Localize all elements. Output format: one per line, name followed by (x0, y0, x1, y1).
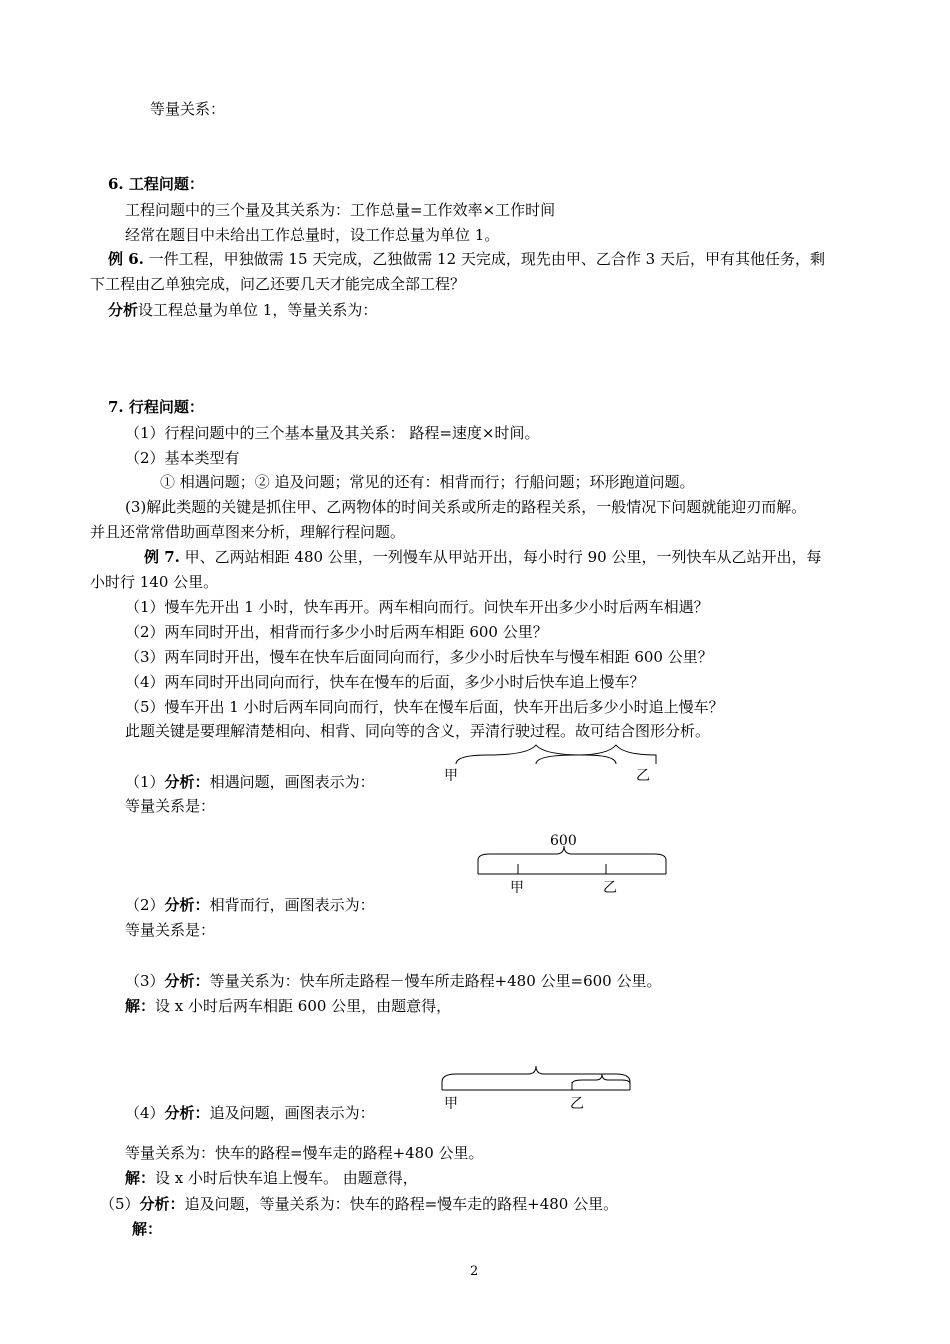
key-note: 此题关键是要理解清楚相向、相背、同向等的含义，弄清行驶过程。故可结合图形分析。 (125, 722, 711, 740)
answer5-label: 分析： (139, 1195, 185, 1213)
question-3: （3）两车同时开出，慢车在快车后面同向而行，多少小时后快车与慢车相距 600 公里？ (125, 648, 713, 666)
analysis6-text: 设工程总量为单位 1，等量关系为： (138, 301, 378, 319)
answer1-label: 分析： (164, 773, 210, 791)
example6-text1: 一件工程，甲独做需 15 天完成，乙独做需 12 天完成，现先由甲、乙合作 3 天后，甲有其他任务，剩 (143, 250, 825, 268)
answer2-prefix: （2） (125, 896, 165, 914)
answer4-line (125, 1103, 375, 1123)
answer5-text: 追及问题，等量关系为：快车的路程=慢车走的路程+480 公里。 (184, 1195, 619, 1213)
diagram-meeting (440, 740, 670, 790)
answer1-text: 相遇问题，画图表示为： (209, 773, 375, 791)
question-4: （4）两车同时开出同向而行，快车在慢车的后面，多少小时后快车追上慢车？ (125, 673, 645, 691)
answer2-line (125, 895, 375, 915)
example7-line2: 小时行 140 公里。 (90, 573, 219, 591)
answer4-solution-text: 设 x 小时后快车追上慢车。 由题意得， (155, 1169, 418, 1187)
answer3-prefix: （3） (125, 972, 165, 990)
answer4-text: 追及问题，画图表示为： (209, 1104, 375, 1122)
answer4-solution-label: 解： (125, 1169, 156, 1187)
example6-line2: 下工程由乙单独完成，问乙还要几天才能完成全部工程？ (90, 275, 466, 293)
section7-line3: ① 相遇问题；② 追及问题；常见的还有：相背而行；行船问题；环形跑道问题。 (160, 473, 695, 491)
answer1-equation: 等量关系是： (125, 797, 216, 815)
answer3-solution (125, 996, 451, 1016)
section6-line1: 工程问题中的三个量及其关系为：工作总量=工作效率×工作时间 (125, 201, 556, 219)
answer1-prefix: （1） (125, 773, 165, 791)
answer4-solution (125, 1168, 418, 1188)
answer4-label: 分析： (164, 1104, 210, 1122)
diagram2-total-label: 600 (550, 833, 577, 849)
diagram1-left-label: 甲 (444, 768, 458, 784)
section7-heading: 7. 行程问题： (108, 398, 204, 416)
example7-label: 例 7. (144, 548, 180, 566)
example7-text1: 甲、乙两站相距 480 公里，一列慢车从甲站开出，每小时行 90 公里，一列快车从乙站开出，每 (179, 548, 822, 566)
answer2-text: 相背而行，画图表示为： (209, 896, 375, 914)
diagram2-b-label: 乙 (603, 880, 617, 896)
answer2-equation: 等量关系是： (125, 921, 216, 939)
answer3-label: 分析： (164, 972, 210, 990)
diagram2-a-label: 甲 (510, 880, 524, 896)
section7-line1: （1）行程问题中的三个基本量及其关系： 路程=速度×时间。 (125, 424, 540, 442)
answer5-solution-label: 解： (132, 1220, 163, 1238)
answer2-label: 分析： (164, 896, 210, 914)
answer3-solution-text: 设 x 小时后两车相距 600 公里，由题意得， (155, 997, 452, 1015)
example6-label: 例 6. (108, 250, 144, 268)
section7-line4: (3)解此类题的关键是抓住甲、乙两物体的时间关系或所走的路程关系，一般情况下问题就能迎刃而解。 (125, 498, 807, 516)
equation-label: 等量关系： (150, 100, 226, 118)
question-5: （5）慢车开出 1 小时后两车同向而行，快车在慢车后面，快车开出后多少小时追上慢车？ (125, 698, 724, 716)
diagram-chase (436, 1060, 646, 1112)
analysis6-line (108, 300, 377, 320)
answer3-solution-label: 解： (125, 997, 156, 1015)
analysis6-label: 分析 (108, 301, 139, 319)
question-2: （2）两车同时开出，相背而行多少小时后两车相距 600 公里？ (125, 623, 548, 641)
section7-line5: 并且还常常借助画草图来分析，理解行程问题。 (90, 523, 406, 541)
answer3-text: 等量关系为：快车所走路程－慢车所走路程+480 公里=600 公里。 (209, 972, 662, 990)
example7-line1 (144, 547, 821, 567)
section6-line2: 经常在题目中未给出工作总量时，设工作总量为单位 1。 (125, 226, 500, 244)
diagram4-right-label: 乙 (570, 1096, 584, 1112)
answer5-line (100, 1194, 618, 1214)
question-1: （1）慢车先开出 1 小时，快车再开。两车相向而行。问快车开出多少小时后两车相遇？ (125, 598, 709, 616)
section7-line2: （2）基本类型有 (125, 449, 240, 467)
diagram-opposite (470, 828, 680, 898)
answer4-prefix: （4） (125, 1104, 165, 1122)
diagram1-right-label: 乙 (636, 768, 650, 784)
diagram4-left-label: 甲 (444, 1096, 458, 1112)
answer3-line (125, 971, 662, 991)
section6-heading: 6. 工程问题： (108, 175, 204, 193)
example6-line1 (108, 249, 825, 269)
answer4-equation: 等量关系为：快车的路程=慢车走的路程+480 公里。 (125, 1144, 484, 1162)
answer1-line (125, 772, 375, 792)
page-number: 2 (470, 1264, 479, 1279)
answer5-prefix: （5） (100, 1195, 140, 1213)
